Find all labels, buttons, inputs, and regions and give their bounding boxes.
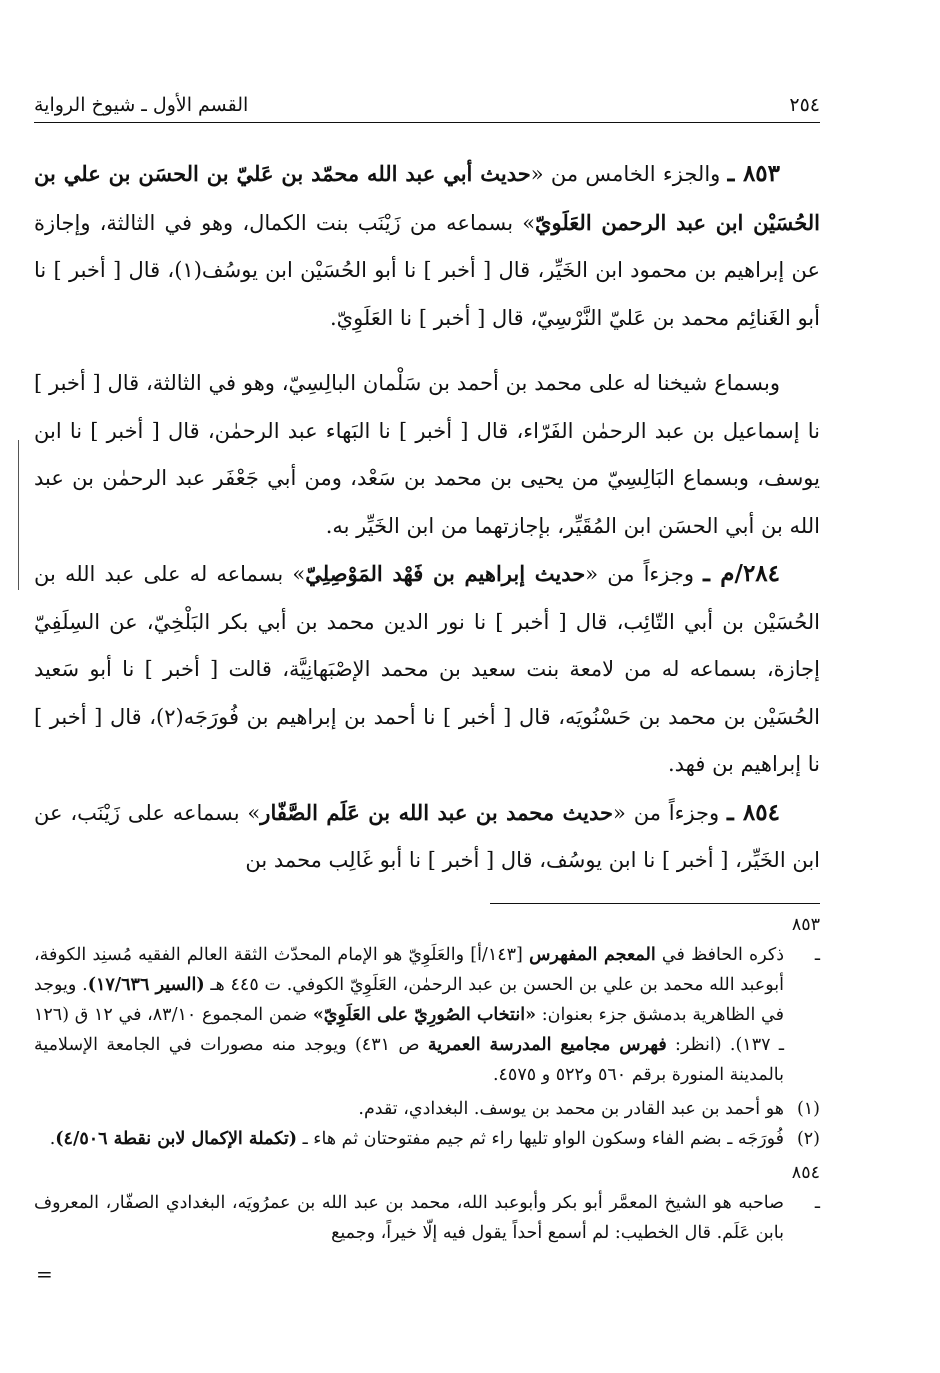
footnote-number: ٨٥٣ ـ <box>791 915 821 965</box>
footnote-1 <box>34 1094 820 1124</box>
page-number: ٢٥٤ <box>789 94 820 116</box>
entry-number: ٢٨٤/م ـ <box>703 560 781 587</box>
entry-intro: وجزءاً من « <box>585 562 694 586</box>
footnote-text: ضمن المجموع ٨٣/١٠، في ١٢ ق (١٢٦ ـ ١٣٧). (انظر: <box>34 1005 784 1055</box>
entry-854 <box>34 789 820 885</box>
margin-rule <box>18 440 19 590</box>
footnotes <box>34 910 820 1248</box>
entry-text: » بسماعه على زَيْنَب، عن ابن الخَيِّر، [ أخبر ] نا ابن يوسُف، قال [ أخبر ] نا أبو غَالِب محمد بن <box>34 800 820 872</box>
footnote-citation: (السير ١٧/٦٣٦) <box>87 975 205 995</box>
entry-853-continuation <box>34 360 820 550</box>
footnote-text: صاحبه هو الشيخ المعمَّر أبو بكر وأبوعبد الله، محمد بن عبد الله بن عمرُويَه، البغدادي الصفّار، المعروف بابن عَلَم. قال الخطيب: لم أسمع أحداً يقول فيه إلّا خيراً، وجميع <box>34 1193 784 1243</box>
entry-title: حديث محمد بن عبد الله بن عَلَم الصَّفّار <box>260 799 614 825</box>
footnote-854 <box>34 1158 820 1248</box>
section-title: القسم الأول ـ شيوخ الرواية <box>34 94 249 116</box>
footnote-number: ٨٥٤ ـ <box>791 1163 820 1213</box>
footnote-text: ص ٤٣١) ويوجد منه مصورات في الجامعة الإسلامية بالمدينة المنورة برقم ٥٦٠ و٥٢٢ و ٤٥٧٥. <box>34 1035 784 1085</box>
footnote-text: ذكره الحافظ في <box>655 945 785 965</box>
footnote-text: هو أحمد بن عبد القادر بن محمد بن يوسف. البغدادي، تقدم. <box>358 1099 784 1119</box>
entry-text: » بسماعه له على عبد الله بن الحُسَيْن بن أبي التّائِب، قال [ أخبر ] نا نور الدين محمد بن أبي بكر البَلْخِيّ، عن السِلَفِيّ إجازة، بسماعه له من لامعة بنت سعيد بن محمد الإصْبَهانِيَّة، قالت [ أخبر ] نا أبو سَعيد الحُسَيْن بن محمد بن حَسْنُويَه، قال [ أخبر ] نا أحمد بن إبراهيم بن فُورَجَه(٢)، قال [ أخبر ] نا إبراهيم بن فهد. <box>34 562 820 776</box>
footnote-853 <box>34 910 820 1090</box>
footnote-citation: (تكملة الإكمال لابن نقطة ٤/٥٠٦) <box>55 1129 297 1149</box>
entry-number: ٨٥٣ ـ <box>727 160 780 187</box>
footnote-citation: المعجم المفهرس <box>529 945 656 965</box>
entry-title: حديث أبي عبد الله محمّد بن عَليّ بن الحسَن بن علي بن الحُسَيْن ابن عبد الرحمن العَلَويّ <box>34 161 820 235</box>
entry-intro: والجزء الخامس من « <box>530 162 721 186</box>
entry-284m <box>34 550 820 789</box>
entry-title: حديث إبراهيم بن فَهْد المَوْصِلِيّ <box>305 561 586 586</box>
footnote-number: (١) <box>796 1099 820 1119</box>
footnote-text: [١٤٣/أ] والعَلَوِيّ هو الإمام المحدّث الثقة العالم الفقيه مُسنِد الكوفة، أبوعبد الله محمد بن علي بن الحسن بن عبد الرحمٰن، العَلَوِيّ الكوفي. ت ٤٤٥ هـ <box>34 945 785 995</box>
footnote-citation: فهرس مجاميع المدرسة العمرية <box>427 1035 667 1055</box>
footnote-number: (٢) <box>796 1129 820 1149</box>
entry-intro: وجزءاً من « <box>613 800 720 825</box>
entry-853 <box>34 150 820 342</box>
running-header <box>34 86 820 116</box>
footnote-2 <box>34 1124 820 1154</box>
header-rule <box>34 122 820 123</box>
footnote-text: . <box>49 1129 56 1149</box>
main-text <box>34 150 820 885</box>
continuation-mark: = <box>36 1262 53 1286</box>
footnote-citation: «انتخاب الصُورِيّ على العَلَوِيّ» <box>312 1005 537 1025</box>
entry-text: » بسماعه من زَيْنَب بنت الكمال، وهو في الثالثة، وإجازة عن إبراهيم بن محمود ابن الخَيِّر، قال [ أخبر ] نا أبو الحُسَيْن ابن يوسُف(١)، قال [ أخبر ] نا أبو الغَنائِم محمد بن عَليّ النَّرْسِيّ، قال [ أخبر ] نا العَلَوِيّ. <box>34 210 820 330</box>
footnote-separator <box>490 903 820 904</box>
footnote-text: فُورَجَه ـ بضم الفاء وسكون الواو تليها راء ثم جيم مفتوحتان ثم هاء ـ <box>297 1129 784 1149</box>
entry-text: وبسماع شيخنا له على محمد بن أحمد بن سَلْمان البالِسِيّ، وهو في الثالثة، قال [ أخبر ] نا إسماعيل بن عبد الرحمٰن الفَرّاء، قال [ أخبر ] نا البَهاء عبد الرحمٰن، قال [ أخبر ] نا ابن يوسف، وبسماع البَالِسِيّ من يحيى بن محمد بن سَعْد، ومن أبي جَعْفَر عبد الرحمٰن بن عبد الله بن أبي الحسَن ابن المُقَيِّر، بإجازتهما من ابن الخَيِّر به. <box>34 371 820 538</box>
footnote-text: . ويوجد في الظاهرية بدمشق جزء بعنوان: <box>34 975 784 1025</box>
entry-number: ٨٥٤ ـ <box>727 798 780 826</box>
